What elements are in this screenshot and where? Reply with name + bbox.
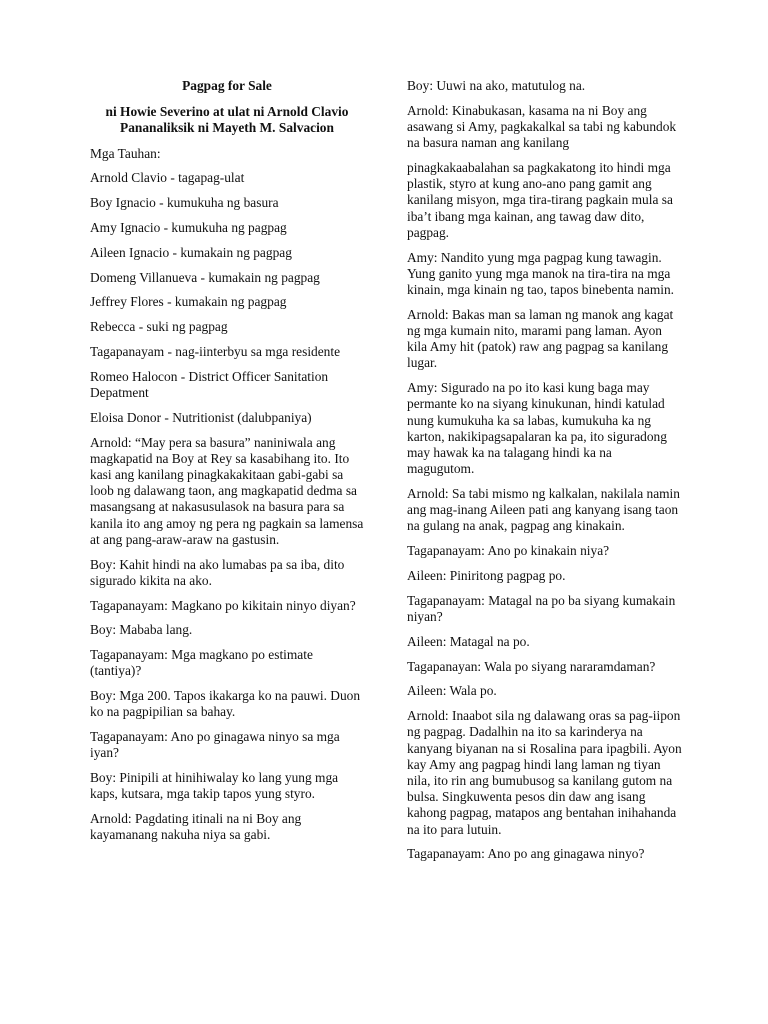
- paragraph: Arnold: Sa tabi mismo ng kalkalan, nakilala namin ang mag-inang Aileen pati ang kanyang isang taon na gulang na anak, pagpag ang kinakain.: [407, 486, 680, 534]
- paragraph: Romeo Halocon - District Officer Sanitation Depatment: [90, 368, 329, 400]
- paragraph: Arnold Clavio - tagapag-ulat: [90, 170, 245, 186]
- document-byline: ni Howie Severino at ulat ni Arnold Clavio Pananaliksik ni Mayeth M. Salvacion: [105, 104, 349, 136]
- paragraph: Arnold: Pagdating itinali na ni Boy ang kayamanang nakuha niya sa gabi.: [90, 811, 302, 843]
- paragraph: Amy: Sigurado na po ito kasi kung baga may permante ko na siyang kinukunan, hindi katulad nung kumukuha ka sa labas, kumukuha ka ng karton, nakikipagsapalaran ka pa, ito siguradong may hawak ka na talagang hindi ka na magugutom.: [407, 380, 667, 477]
- paragraph: Boy: Pinipili at hinihiwalay ko lang yung mga kaps, kutsara, mga takip tapos yung styro.: [90, 770, 339, 802]
- paragraph: Jeffrey Flores - kumakain ng pagpag: [90, 294, 287, 310]
- paragraph: Boy: Uuwi na ako, matutulog na.: [407, 78, 586, 93]
- paragraph: Boy: Kahit hindi na ako lumabas pa sa iba, dito sigurado kikita na ako.: [90, 556, 345, 588]
- paragraph: Tagapanayam - nag-iinterbyu sa mga residente: [90, 343, 341, 359]
- paragraph: Tagapanayam: Ano po kinakain niya?: [407, 543, 610, 559]
- paragraph: Aileen Ignacio - kumakain ng pagpag: [90, 244, 292, 260]
- paragraph: pinagkakaabalahan sa pagkakatong ito hindi mga plastik, styro at kung ano-ano pang gamit ang kanilang misyon, mga tira-tirang pagkain mula sa iba’t ibang mga kainan, ang tawag daw dito, pagpag.: [407, 160, 673, 240]
- paragraph: Tagapanayan: Wala po siyang nararamdaman?: [407, 658, 656, 674]
- paragraph: Boy: Mga 200. Tapos ikakarga ko na pauwi. Duon ko na pagpipilian sa bahay.: [90, 688, 361, 720]
- left-column: [90, 78, 364, 852]
- paragraph: Boy: Mababa lang.: [90, 622, 193, 638]
- document-title: Pagpag for Sale: [182, 78, 272, 93]
- paragraph: Aileen: Matagal na po.: [407, 633, 530, 649]
- paragraph: Tagapanayam: Mga magkano po estimate (tantiya)?: [90, 647, 313, 679]
- paragraph: Tagapanayam: Magkano po kikitain ninyo diyan?: [90, 597, 356, 613]
- paragraph: Mga Tauhan:: [90, 145, 161, 161]
- paragraph: Boy Ignacio - kumukuha ng basura: [90, 195, 279, 211]
- paragraph: Arnold: Inaabot sila ng dalawang oras sa pag-iipon ng pagpag. Dadalhin na ito sa karinderya na kanyang biyanan na si Rosalina para ipagbili. Ayon kay Amy ang pagpag hindi lang laman ng tiyan nila, ito rin ang bumubusog sa kanilang gutom na bulsa. Singkuwenta pesos din daw ang isang kahong pagpag, matapos ang bentahan inihahanda na ito para lutuin.: [407, 708, 682, 837]
- paragraph: Aileen: Piniritong pagpag po.: [407, 568, 566, 584]
- paragraph: Domeng Villanueva - kumakain ng pagpag: [90, 269, 320, 285]
- paragraph: Tagapanayam: Ano po ginagawa ninyo sa mga iyan?: [90, 729, 340, 761]
- paragraph: Arnold: Kinabukasan, kasama na ni Boy ang asawang si Amy, pagkakalkal sa tabi ng kabundok na basura naman ang kanilang: [407, 102, 677, 151]
- paragraph: Tagapanayam: Ano po ang ginagawa ninyo?: [407, 846, 645, 862]
- paragraph: Tagapanayam: Matagal na po ba siyang kumakain niyan?: [407, 592, 676, 625]
- right-column: [407, 78, 682, 871]
- paragraph: Aileen: Wala po.: [407, 683, 497, 699]
- paragraph: Arnold: “May pera sa basura” naniniwala ang magkapatid na Boy at Rey sa kasabihang ito. Ito kasi ang kanilang pinagkakakitaan gabi-gabi sa loob ng dalawang taon, ang magkapatid dedma sa masangsang at nakasusulasok na basura para sa kanila ito ang amoy ng pera ng pagkain sa lamensa at ang pang-araw-araw na gastusin.: [90, 434, 364, 547]
- paragraph: Eloisa Donor - Nutritionist (dalubpaniya): [90, 409, 312, 425]
- paragraph: Amy Ignacio - kumukuha ng pagpag: [90, 220, 287, 235]
- paragraph: Rebecca - suki ng pagpag: [90, 319, 228, 335]
- paragraph: Arnold: Bakas man sa laman ng manok ang kagat ng mga kumain nito, marami pang laman. Ayon kila Amy hit (patok) raw ang pagpag sa kanilang lugar.: [407, 306, 674, 371]
- paragraph: Amy: Nandito yung mga pagpag kung tawagin. Yung ganito yung mga manok na tira-tira na mga kinain, mga kinain ng tao, tapos binebenta namin.: [407, 249, 675, 298]
